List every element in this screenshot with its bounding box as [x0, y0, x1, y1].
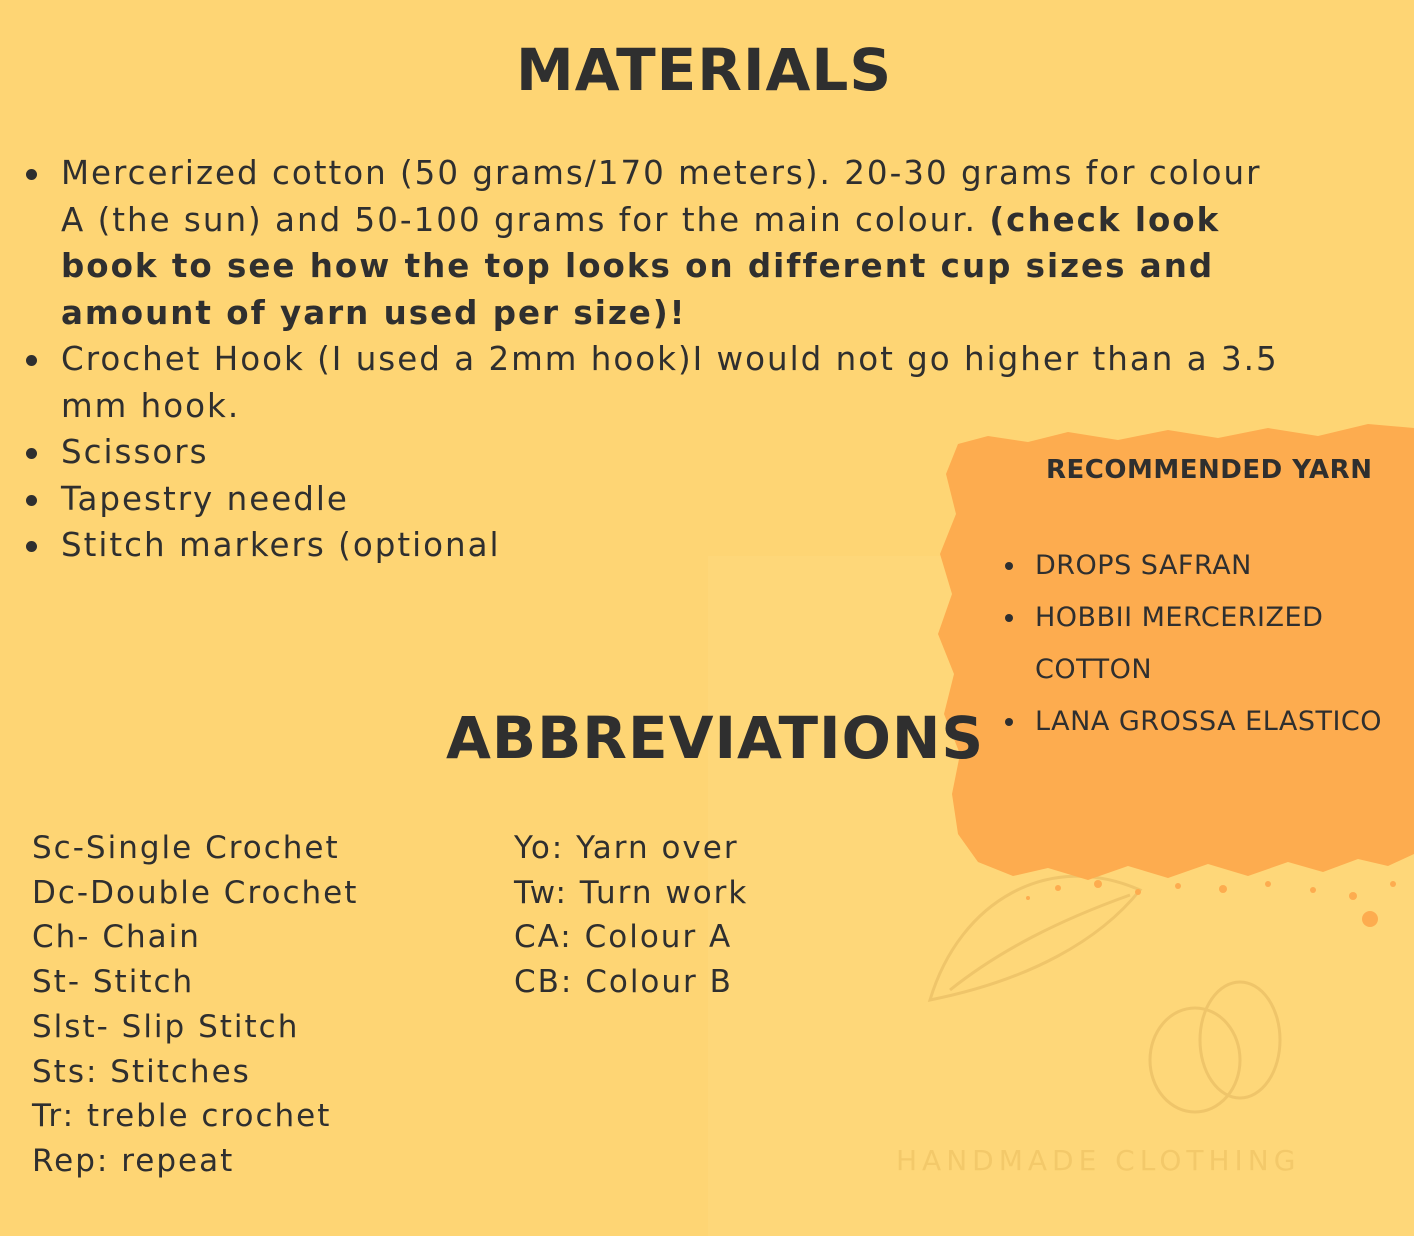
list-item-text: Tapestry needle — [61, 479, 349, 518]
list-item: LANA GROSSA ELASTICO — [1000, 696, 1414, 748]
materials-title: MATERIALS — [516, 36, 893, 104]
list-item: Tw: Turn work — [514, 874, 749, 911]
list-item: Tr: treble crochet — [32, 1098, 332, 1135]
list-item: HOBBII MERCERIZED COTTON — [1000, 592, 1355, 696]
watermark-text: HANDMADE CLOTHING — [896, 1144, 1301, 1177]
list-item: DROPS SAFRAN — [1000, 540, 1414, 592]
list-item-note: (check look book to see how the top looks on different cup sizes and amount of yarn used per size)! — [61, 200, 1221, 332]
list-item: Yo: Yarn over — [514, 830, 739, 866]
list-item: Ch- Chain — [32, 919, 201, 956]
list-item: Sc-Single Crochet — [32, 830, 340, 866]
abbreviations-title: ABBREVIATIONS — [446, 704, 985, 772]
list-item-text: Mercerized cotton (50 grams/170 meters). 20-30 grams for colour A (the sun) and 50-100 grams for the main colour. — [61, 154, 1262, 239]
abbreviations-left-column — [32, 826, 358, 1184]
list-item: St- Stitch — [32, 964, 195, 1001]
list-item-text: Crochet Hook (I used a 2mm hook)I would not go higher than a 3.5 mm hook. — [61, 340, 1279, 425]
list-item: CB: Colour B — [514, 964, 733, 1001]
list-item: Sts: Stitches — [32, 1053, 251, 1090]
recommended-yarn-title: RECOMMENDED YARN — [1046, 455, 1373, 485]
list-item: Rep: repeat — [32, 1142, 235, 1179]
list-item: CA: Colour A — [514, 919, 733, 956]
list-item: Slst- Slip Stitch — [32, 1008, 300, 1045]
recommended-yarn-list — [1000, 540, 1414, 748]
abbreviations-right-column — [514, 826, 748, 1005]
list-item-text: Stitch markers (optional — [61, 526, 501, 564]
list-item: Dc-Double Crochet — [32, 874, 359, 911]
list-item-text: Scissors — [61, 433, 209, 471]
list-item — [22, 150, 1282, 336]
